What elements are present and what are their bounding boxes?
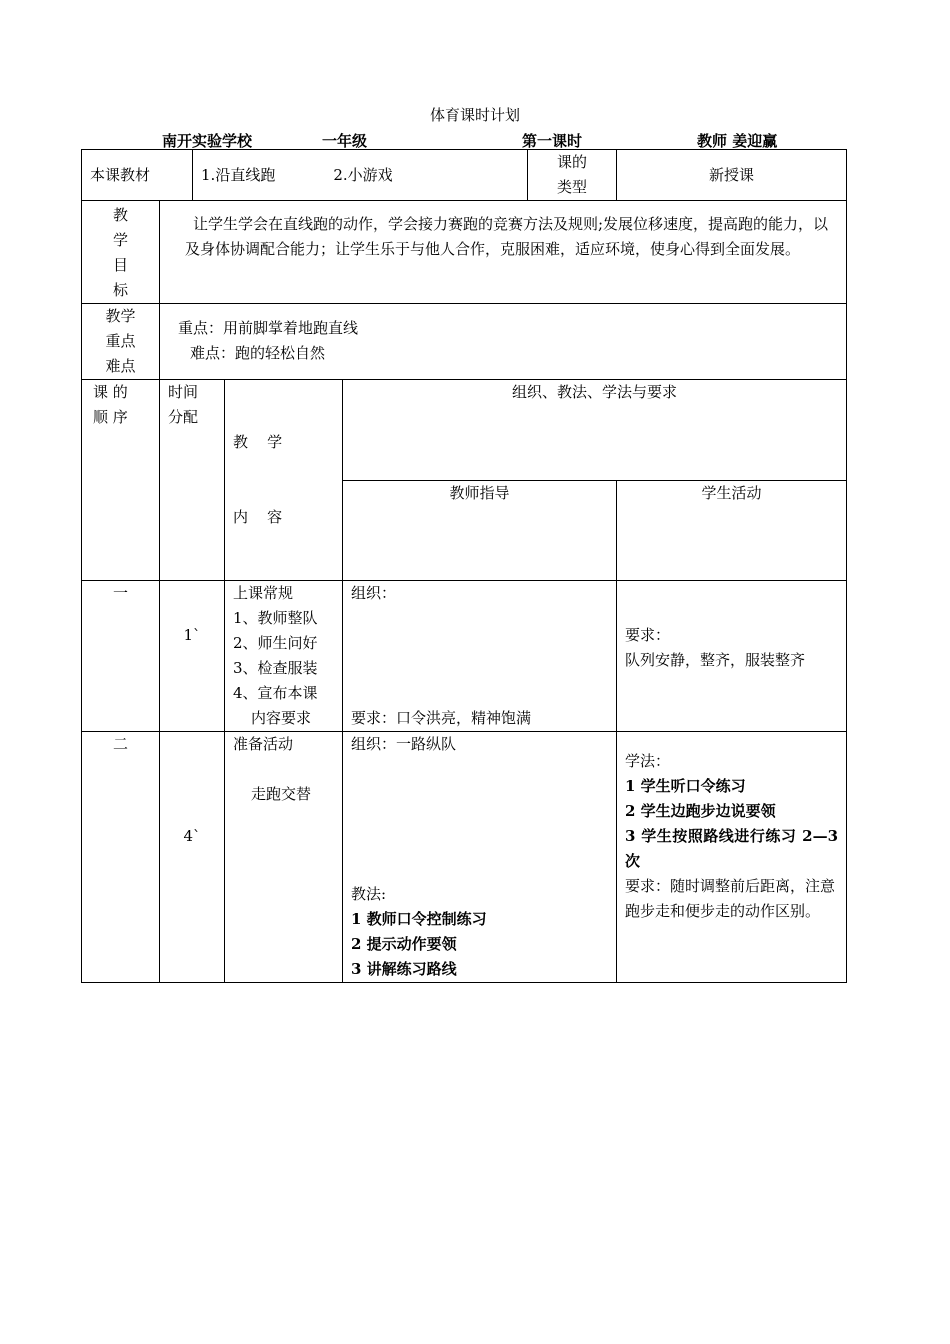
row-content: 上课常规 1、教师整队 2、师生问好 3、检查服装 4、宣布本课 内容要求 [225, 581, 343, 732]
table-row [82, 581, 847, 732]
col-time: 时间 分配 [160, 380, 225, 581]
focus-point: 重点：用前脚掌着地跑直线 [178, 319, 359, 337]
lesson-type-value: 新授课 [617, 150, 847, 201]
row-student: 要求： 队列安静，整齐，服装整齐 [617, 581, 847, 732]
row-order: 二 [82, 732, 160, 983]
school-name: 南开实验学校 [162, 132, 253, 150]
row-student: 学法： 1 学生听口令练习 2 学生边跑步边说要领 3 学生按照路线进行练习 2—3 次 要求：随时调整前后距离，注意跑步走和便步走的动作区别。 [617, 732, 847, 983]
material-item-2: 2.小游戏 [333, 165, 393, 184]
row-time: 4` [160, 732, 225, 983]
col-content: 教 学 内 容 [225, 380, 343, 581]
row-teacher: 组织：一路纵队 教法: 1 教师口令控制练习 2 提示动作要领 3 讲解练习路线 [343, 732, 617, 983]
row-teacher: 组织： 要求：口令洪亮，精神饱满 [343, 581, 617, 732]
material-items [193, 150, 528, 201]
table-row [82, 732, 847, 983]
difficulty-point: 难点：跑的轻松自然 [190, 344, 326, 362]
lesson-plan-table [81, 149, 847, 983]
lesson-number: 第一课时 [522, 132, 583, 150]
teacher-name: 教师 姜迎赢 [697, 132, 778, 150]
grade: 一年级 [322, 132, 368, 150]
material-label: 本课教材 [82, 150, 193, 201]
keypoints-label: 教学 重点 难点 [82, 304, 160, 380]
col-order: 课 的 顺 序 [82, 380, 160, 581]
row-time: 1` [160, 581, 225, 732]
col-org: 组织、教法、学法与要求 [343, 380, 847, 481]
objectives-text: 让学生学会在直线跑的动作，学会接力赛跑的竞赛方法及规则;发展位移速度，提高跑的能力，以及身体协调配合能力；让学生乐于与他人合作，克服困难，适应环境，使身心得到全面发展。 [160, 201, 847, 304]
col-student: 学生活动 [617, 480, 847, 581]
page-title: 体育课时计划 [429, 106, 520, 124]
col-teacher: 教师指导 [343, 480, 617, 581]
keypoints-row [82, 304, 847, 380]
objectives-row [82, 201, 847, 304]
row-content: 准备活动 走跑交替 [225, 732, 343, 983]
column-header-row-1 [82, 380, 847, 481]
keypoints-text [160, 304, 847, 380]
objectives-label: 教 学 目 标 [82, 201, 160, 304]
material-row [82, 150, 847, 201]
row-order: 一 [82, 581, 160, 732]
lesson-type-label: 课的 类型 [528, 150, 617, 201]
material-item-1: 1.沿直线跑 [201, 165, 276, 184]
